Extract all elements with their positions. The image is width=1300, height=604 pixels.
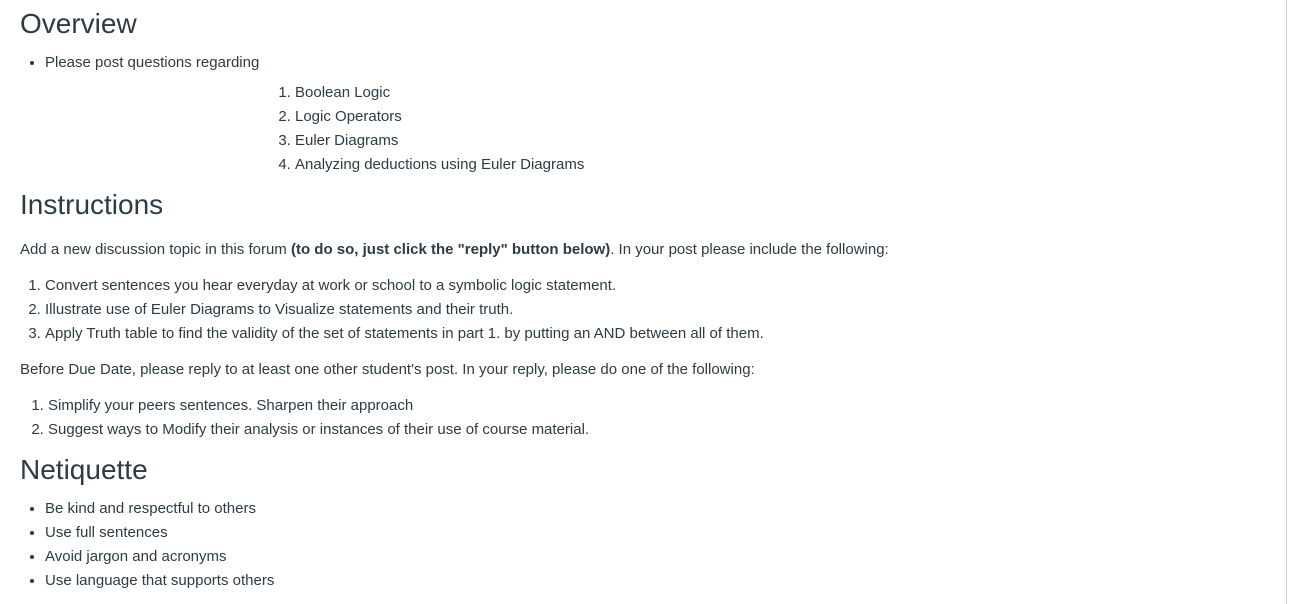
reply-options-list — [48, 394, 589, 442]
instruction-step: 2. Illustrate use of Euler Diagrams to Visualize statements and their truth. — [45, 298, 764, 322]
netiquette-heading: Netiquette — [20, 454, 148, 485]
overview-heading: Overview — [20, 8, 137, 39]
overview-list — [45, 51, 259, 75]
overview-topics-list — [295, 81, 584, 177]
reply-option: 1. Simplify your peers sentences. Sharpen their approach — [48, 394, 589, 418]
instructions-steps-list — [45, 274, 764, 346]
overview-topic: 3. Euler Diagrams — [295, 129, 584, 153]
instructions-intro-start: Add a new discussion topic in this forum — [20, 241, 291, 258]
overview-topic: 4. Analyzing deductions using Euler Diagrams — [295, 153, 584, 177]
instructions-heading: Instructions — [20, 189, 164, 220]
overview-bullet: • Please post questions regarding — [45, 51, 259, 75]
instructions-intro-end: . In your post please include the following: — [610, 241, 889, 258]
instructions-intro-bold: (to do so, just click the "reply" button below) — [290, 241, 611, 258]
netiquette-item: • Use full sentences — [45, 521, 274, 545]
netiquette-item: • Avoid jargon and acronyms — [45, 545, 274, 569]
netiquette-item: • Be kind and respectful to others — [45, 497, 274, 521]
instructions-intro — [20, 238, 889, 262]
reply-instructions: Before Due Date, please reply to at least one other student's post. In your reply, please do one of the following: — [20, 361, 755, 378]
content-right-border — [1286, 0, 1287, 604]
netiquette-list — [45, 497, 274, 593]
netiquette-item: • Use language that supports others — [45, 569, 274, 593]
reply-option: 2. Suggest ways to Modify their analysis or instances of their use of course material. — [48, 418, 589, 442]
instruction-step: 3. Apply Truth table to find the validity of the set of statements in part 1. by putting an AND between all of them. — [45, 322, 764, 346]
instruction-step: 1. Convert sentences you hear everyday at work or school to a symbolic logic statement. — [45, 274, 764, 298]
overview-topic: 2. Logic Operators — [295, 105, 584, 129]
overview-topic: 1. Boolean Logic — [295, 81, 584, 105]
